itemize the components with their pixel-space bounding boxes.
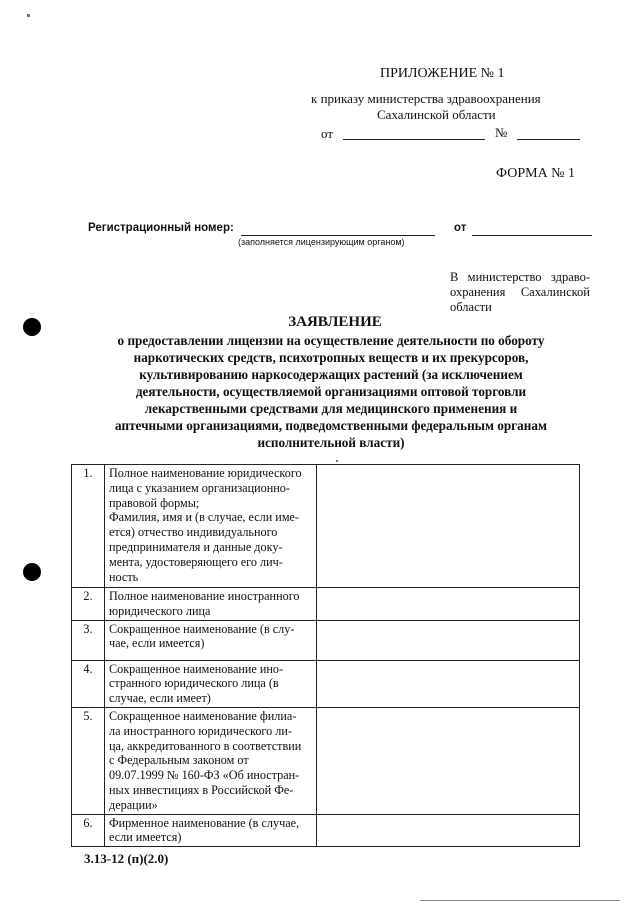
row-label	[105, 707, 317, 814]
row-label-line: Сокращенное наименование ино-	[109, 661, 284, 676]
registration-date-label: от	[454, 222, 467, 234]
table-row	[72, 707, 580, 814]
order-date-label: от	[321, 126, 334, 141]
row-label-line: Полное наименование юридического	[109, 466, 302, 480]
row-value-cell[interactable]	[317, 660, 580, 707]
row-label-line: мента, удостоверяющего его лич-	[109, 554, 283, 569]
row-label-line: ется) отчество индивидуального	[109, 525, 278, 540]
order-date-field[interactable]	[343, 139, 485, 140]
subject-line: деятельности, осуществляемой организациями оптовой торговли	[135, 384, 527, 399]
registration-date-field[interactable]	[472, 235, 592, 236]
form-label: ФОРМА № 1	[496, 166, 576, 181]
row-number: 5.	[72, 707, 105, 814]
row-label	[105, 465, 317, 588]
subject-line: исполнительной власти)	[257, 435, 405, 450]
addressee-line: области	[450, 300, 492, 314]
row-label-line: Фамилия, имя и (в случае, если име-	[109, 510, 299, 525]
row-label-line: Полное наименование иностранного	[109, 589, 300, 603]
scan-speck	[27, 14, 30, 17]
subject-line: наркотических средств, психотропных веществ и их прекурсоров,	[133, 350, 529, 365]
subject-line: лекарственными средствами для медицинского применения и	[144, 401, 518, 416]
registration-note: (заполняется лицензирующим органом)	[238, 237, 405, 247]
row-label-line: правовой формы;	[109, 495, 200, 510]
row-label-line: с Федеральным законом от	[109, 753, 249, 768]
row-label	[105, 588, 317, 621]
row-number: 6.	[72, 814, 105, 847]
row-label-line: ных инвестициях в Российской Фе-	[109, 782, 294, 797]
row-value-cell[interactable]	[317, 707, 580, 814]
binder-hole-bottom	[23, 563, 41, 581]
registration-number-field[interactable]	[241, 235, 435, 236]
row-value-cell[interactable]	[317, 465, 580, 588]
scan-speck	[336, 460, 338, 462]
table-row	[72, 814, 580, 847]
row-label-line: странного юридического лица (в	[109, 676, 279, 691]
row-label	[105, 620, 317, 660]
form-code: 3.13-12 (п)(2.0)	[84, 851, 169, 866]
document-heading: ЗАЯВЛЕНИЕ	[288, 314, 382, 330]
row-value-cell[interactable]	[317, 588, 580, 621]
application-form-table	[71, 464, 580, 847]
table-row	[72, 465, 580, 588]
row-label-line: случае, если имеет)	[109, 691, 211, 706]
subject-line: о предоставлении лицензии на осуществление деятельности по обороту	[117, 333, 545, 348]
subject-line: аптечными организациями, подведомственными федеральным органам	[115, 418, 547, 433]
scan-edge-line	[420, 900, 620, 901]
row-label	[105, 814, 317, 847]
document-subject	[70, 332, 592, 451]
row-label-line: если имеется)	[109, 830, 182, 845]
row-number: 1.	[72, 465, 105, 588]
row-number: 4.	[72, 660, 105, 707]
row-label-line: лица с указанием организационно-	[109, 480, 290, 495]
row-label-line: ность	[109, 569, 139, 584]
row-label-line: чае, если имеется)	[109, 636, 205, 651]
row-value-cell[interactable]	[317, 814, 580, 847]
order-number-field[interactable]	[517, 139, 580, 140]
row-number: 3.	[72, 620, 105, 660]
appendix-title: ПРИЛОЖЕНИЕ № 1	[380, 66, 505, 81]
subject-line: культивированию наркосодержащих растений (за исключением	[139, 367, 523, 382]
order-reference-line2: Сахалинской области	[377, 107, 496, 122]
order-reference-line1: к приказу министерства здравоохранения	[311, 91, 541, 106]
row-label-line: Сокращенное наименование (в слу-	[109, 621, 295, 636]
registration-number-label: Регистрационный номер:	[88, 222, 234, 234]
row-label-line: дерации»	[109, 797, 158, 812]
row-label	[105, 660, 317, 707]
row-label-line: Фирменное наименование (в случае,	[109, 815, 300, 830]
row-value-cell[interactable]	[317, 620, 580, 660]
row-label-line: предпринимателя и данные доку-	[109, 539, 283, 554]
table-row	[72, 588, 580, 621]
addressee-line: охранения Сахалинской	[450, 285, 590, 299]
row-label-line: ла иностранного юридического ли-	[109, 723, 292, 738]
addressee-line: В министерство здраво-	[450, 270, 590, 284]
row-number: 2.	[72, 588, 105, 621]
table-row	[72, 660, 580, 707]
addressee-block	[450, 270, 590, 315]
row-label-line: ца, аккредитованного в соответствии	[109, 738, 302, 753]
order-number-label: №	[495, 125, 508, 140]
row-label-line: Сокращенное наименование филиа-	[109, 708, 297, 723]
row-label-line: юридического лица	[109, 603, 211, 618]
row-label-line: 09.07.1999 № 160-ФЗ «Об иностран-	[109, 768, 300, 783]
table-row	[72, 620, 580, 660]
